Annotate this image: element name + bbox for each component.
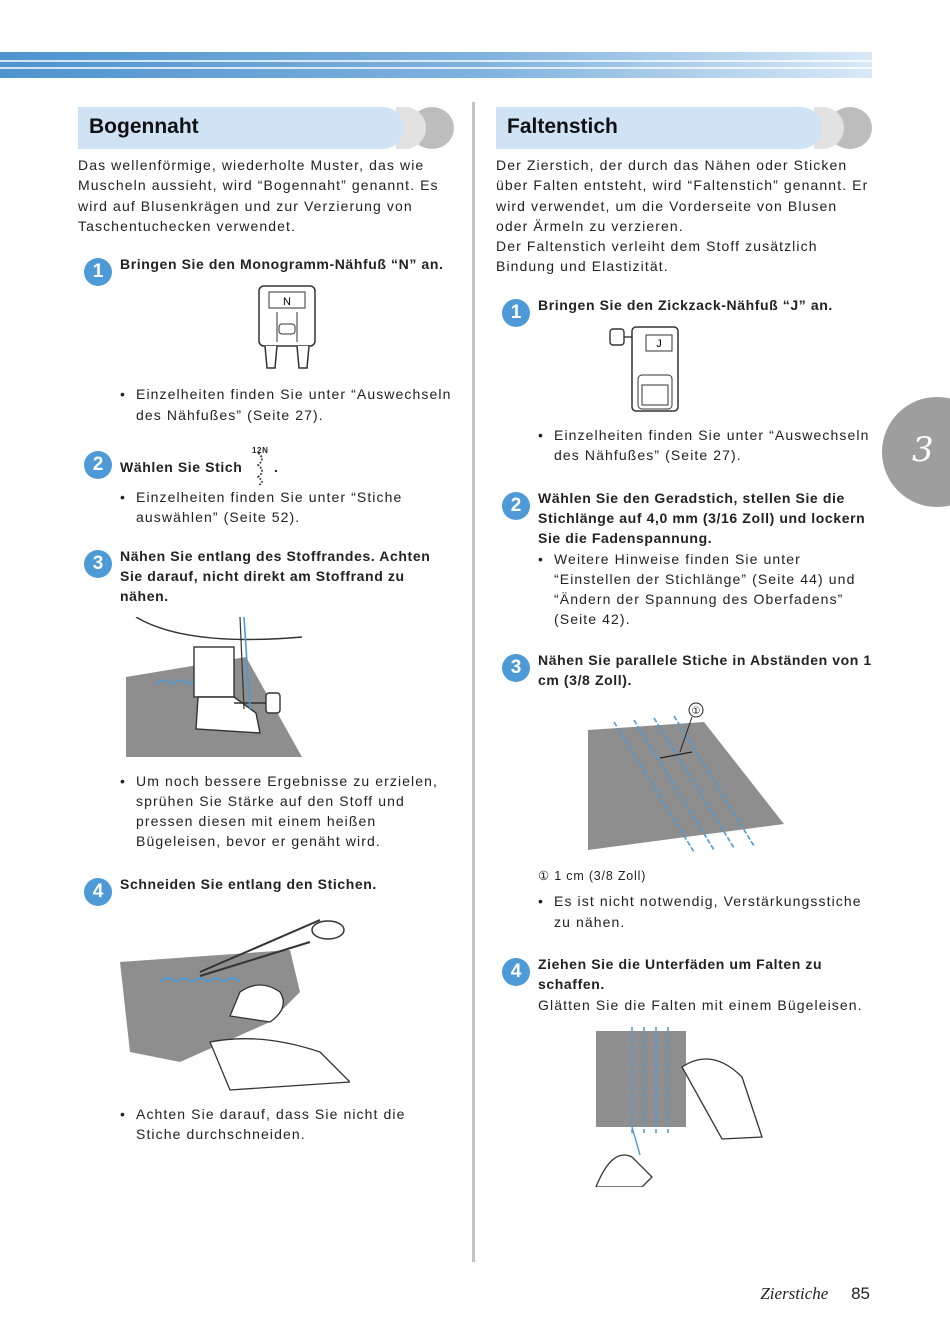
chapter-tab bbox=[882, 397, 950, 507]
section-heading-faltenstich bbox=[496, 107, 872, 149]
sewing-along-edge-figure bbox=[126, 617, 302, 761]
step-title: Nähen Sie parallele Stiche in Abständen von 1 cm (3/8 Zoll). bbox=[538, 651, 872, 689]
step-title: Schneiden Sie entlang den Stichen. bbox=[120, 875, 377, 892]
step-3 bbox=[78, 546, 454, 852]
callout-marker: ① bbox=[691, 706, 701, 718]
step-title: Wählen Sie Stich 12N . bbox=[120, 447, 454, 487]
column-divider bbox=[472, 102, 475, 1262]
intro-text: Der Zierstich, der durch das Nähen oder Sticken über Falten entsteht, wird “Faltenstich” genannt. Er wird verwendet, um die Vorderseite von Blusen oder Ärmeln zu verzieren. Der Faltenstich verleiht dem Stoff zusätzlich Bindung und Elastizität. bbox=[496, 157, 869, 275]
step-title: Bringen Sie den Monogramm-Nähfuß “N” an. bbox=[120, 256, 444, 273]
foot-letter-label: N bbox=[283, 296, 291, 309]
footer-section-title: Zierstiche bbox=[760, 1284, 829, 1303]
heading-text: Faltenstich bbox=[507, 115, 618, 138]
monogram-foot-figure bbox=[247, 284, 327, 374]
note-bullet: • Um noch bessere Ergebnisse zu erzielen, sprühen Sie Stärke auf den Stoff und pressen diesen mit einem heißen Bügeleisen, bevor er genäht wird. bbox=[120, 771, 454, 852]
note-bullet: • Einzelheiten finden Sie unter “Auswechseln des Nähfußes” (Seite 27). bbox=[538, 425, 872, 466]
step-title: Wählen Sie den Geradstich, stellen Sie die Stichlänge auf 4,0 mm (3/16 Zoll) und lockern Sie die Fadenspannung. bbox=[538, 489, 866, 547]
step-title: Ziehen Sie die Unterfäden um Falten zu schaffen. bbox=[538, 955, 823, 993]
step-number: 1 bbox=[502, 299, 530, 327]
note-bullet: • Es ist nicht notwendig, Verstärkungsstiche zu nähen. bbox=[538, 891, 872, 932]
note-bullet: • Achten Sie darauf, dass Sie nicht die Stiche durchschneiden. bbox=[120, 1104, 454, 1145]
note-bullet: • Einzelheiten finden Sie unter “Stiche auswählen” (Seite 52). bbox=[120, 487, 454, 528]
header-gradient-bar bbox=[0, 52, 872, 78]
scallop-stitch-icon bbox=[254, 451, 268, 485]
page-footer bbox=[760, 1284, 870, 1304]
step-2 bbox=[496, 488, 872, 630]
foot-letter-label: J bbox=[656, 338, 662, 351]
gathering-threads-figure bbox=[592, 1027, 772, 1187]
step-number: 2 bbox=[84, 451, 112, 479]
step-number: 3 bbox=[84, 550, 112, 578]
step-number: 2 bbox=[502, 492, 530, 520]
step-title: Bringen Sie den Zickzack-Nähfuß “J” an. bbox=[538, 296, 833, 313]
step-number: 4 bbox=[502, 958, 530, 986]
step-2 bbox=[78, 447, 454, 528]
heading-text: Bogennaht bbox=[89, 115, 199, 138]
step-number: 1 bbox=[84, 258, 112, 286]
chapter-number: 3 bbox=[912, 430, 934, 470]
page-number: 85 bbox=[851, 1284, 870, 1303]
section-heading-bogennaht bbox=[78, 107, 454, 149]
step-4 bbox=[78, 874, 454, 1145]
step-body: Glätten Sie die Falten mit einem Bügeleisen. bbox=[538, 996, 863, 1013]
step-3 bbox=[496, 650, 872, 932]
zigzag-foot-figure bbox=[608, 325, 688, 415]
stitch-code-label: 12N bbox=[252, 446, 269, 456]
right-column bbox=[496, 107, 872, 1187]
note-bullet: • Weitere Hinweise finden Sie unter “Einstellen der Stichlänge” (Seite 44) und “Ändern der Spannung des Oberfadens” (Seite 42). bbox=[538, 549, 872, 630]
step-number: 4 bbox=[84, 878, 112, 906]
cutting-along-stitches-figure bbox=[120, 912, 350, 1092]
step-number: 3 bbox=[502, 654, 530, 682]
step-4 bbox=[496, 954, 872, 1187]
left-column bbox=[78, 107, 454, 1145]
note-bullet: • Einzelheiten finden Sie unter “Auswechseln des Nähfußes” (Seite 27). bbox=[120, 384, 454, 425]
parallel-stitches-figure bbox=[584, 702, 794, 864]
step-1 bbox=[496, 295, 872, 466]
step-title: Nähen Sie entlang des Stoffrandes. Achten Sie darauf, nicht direkt am Stoffrand zu nähen. bbox=[120, 547, 431, 605]
step-1 bbox=[78, 254, 454, 425]
figure-caption: ① 1 cm (3/8 Zoll) bbox=[538, 869, 647, 884]
intro-text: Das wellenförmige, wiederholte Muster, das wie Muscheln aussieht, wird “Bogennaht” genannt. Es wird auf Blusenkrägen und zur Verzierung von Taschentuchecken verwendet. bbox=[78, 157, 439, 234]
